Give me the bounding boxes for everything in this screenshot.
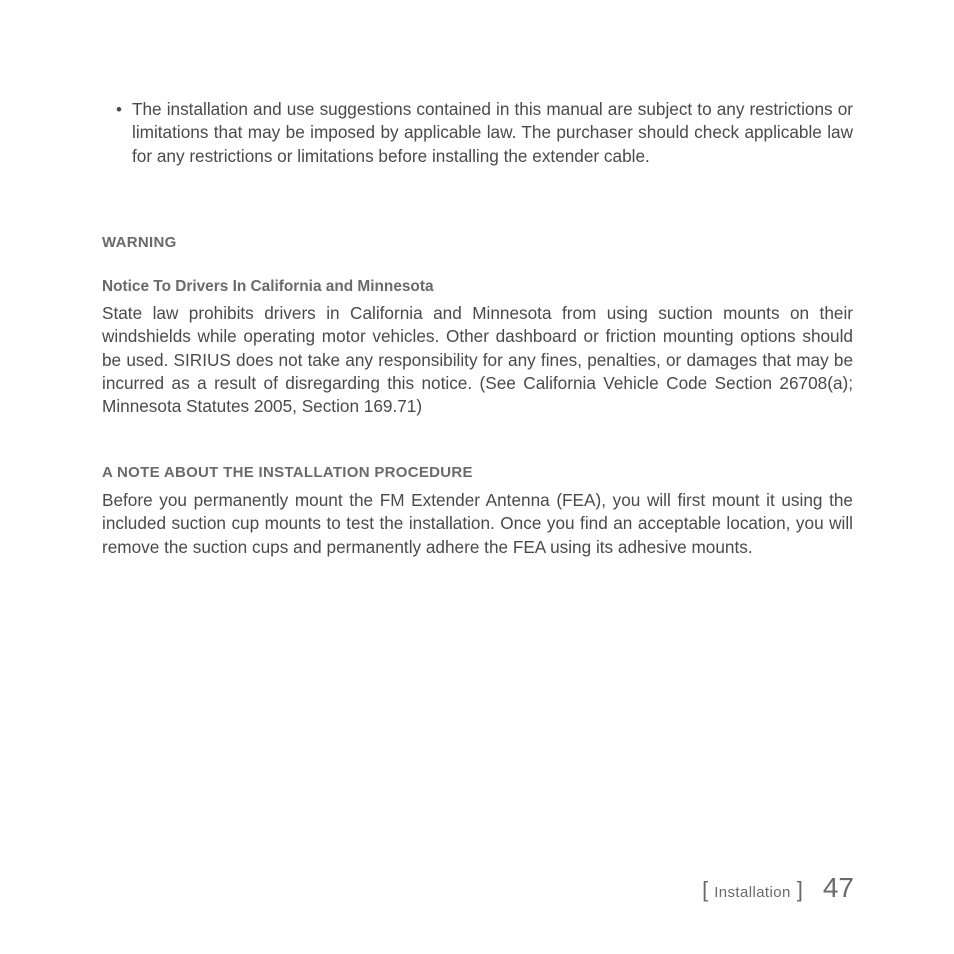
page-number: 47 bbox=[822, 872, 854, 903]
footer-section-name: Installation bbox=[714, 884, 791, 901]
procedure-body: Before you permanently mount the FM Extender Antenna (FEA), you will first mount it using the included suction cup mounts to test the installation. Once you find an acceptable location, you will remove the suction cups and permanently adhere the FEA using its adhesive mounts. bbox=[102, 490, 853, 557]
page-footer bbox=[702, 872, 854, 904]
warning-heading: WARNING bbox=[102, 234, 177, 251]
intro-bullet-text: The installation and use suggestions contained in this manual are subject to any restrictions or limitations that may be imposed by applicable law. The purchaser should check applicable law for any restrictions or limitations before installing the extender cable. bbox=[132, 99, 853, 166]
warning-subheading: Notice To Drivers In California and Minnesota bbox=[102, 278, 434, 295]
warning-body: State law prohibits drivers in California and Minnesota from using suction mounts on their windshields while operating motor vehicles. Other dashboard or friction mounting options should be used. SIRIUS does not take any responsibility for any fines, penalties, or damages that may be incurred as a result of disregarding this notice. (See California Vehicle Code Section 26708(a); Minnesota Statutes 2005, Section 169.71) bbox=[102, 303, 853, 417]
procedure-heading: A NOTE ABOUT THE INSTALLATION PROCEDURE bbox=[102, 464, 473, 481]
intro-bullet-item bbox=[116, 98, 853, 168]
footer-bracket-open: [ bbox=[702, 877, 709, 902]
bullet-marker: • bbox=[116, 100, 122, 119]
footer-bracket-close: ] bbox=[796, 877, 803, 902]
